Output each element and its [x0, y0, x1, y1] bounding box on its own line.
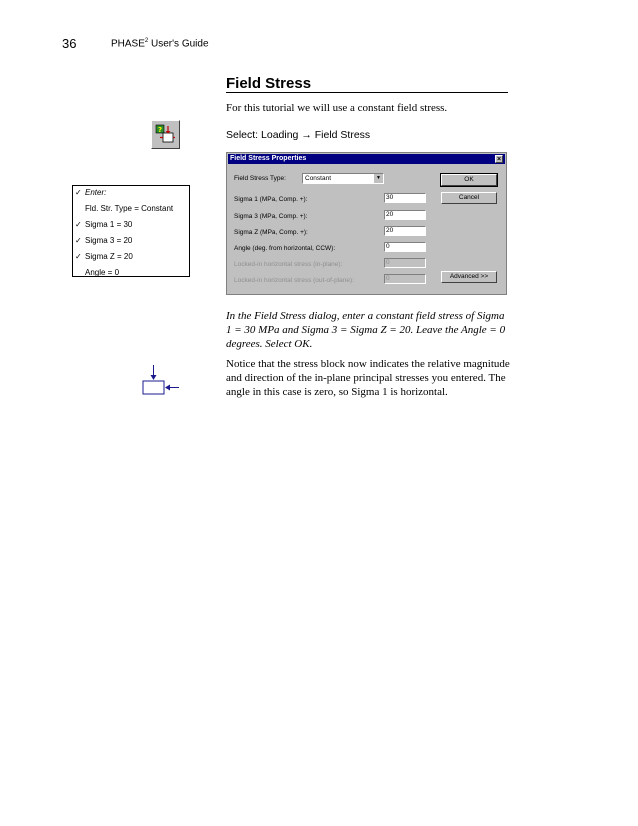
field-stress-type-value: Constant — [305, 175, 332, 182]
checklist-item — [75, 236, 132, 245]
svg-text:?: ? — [158, 126, 163, 134]
close-icon[interactable]: × — [496, 156, 502, 163]
guide-name: PHASE — [111, 38, 145, 50]
sigma1-field[interactable]: 30 — [384, 193, 426, 203]
sigma3-field[interactable]: 20 — [384, 210, 426, 220]
checklist-item — [75, 252, 133, 261]
locked-out-of-plane-label: Locked-in horizontal stress (out-of-plane): — [234, 277, 354, 284]
select-suffix: Field Stress — [311, 129, 371, 141]
sigmaz-label: Sigma Z (MPa, Comp. +): — [234, 229, 308, 236]
field-stress-toolbar-icon[interactable] — [151, 120, 180, 149]
checklist-item — [75, 188, 106, 197]
locked-in-plane-label: Locked-in horizontal stress (in-plane): — [234, 261, 343, 268]
chevron-down-icon[interactable]: ▼ — [374, 174, 383, 183]
notice-paragraph: Notice that the stress block now indicates the relative magnitude and direction of the in-plane principal stresses you entered. The angle in this case is zero, so Sigma 1 is horizontal. — [226, 358, 510, 398]
sigmaz-field[interactable]: 20 — [384, 226, 426, 236]
select-instruction — [226, 129, 370, 141]
intro-text: For this tutorial we will use a constant field stress. — [226, 102, 448, 114]
check-icon: ✓ — [75, 188, 82, 197]
locked-in-plane-field: 0 — [384, 258, 426, 268]
dialog-title: Field Stress Properties — [230, 155, 307, 162]
checklist-text: Sigma 3 = 20 — [85, 236, 133, 245]
checklist-text: Sigma Z = 20 — [85, 252, 133, 261]
guide-superscript: 2 — [144, 38, 149, 44]
section-title: Field Stress — [226, 75, 312, 92]
checklist-item — [75, 268, 119, 277]
checklist-text: Fld. Str. Type = Constant — [85, 204, 174, 213]
dialog-titlebar — [228, 154, 505, 164]
checklist-item — [75, 204, 173, 213]
check-icon: ✓ — [75, 220, 82, 229]
advanced-button[interactable]: Advanced >> — [441, 271, 497, 283]
field-stress-type-select[interactable] — [302, 173, 384, 184]
running-title — [111, 38, 209, 49]
input-checklist — [72, 185, 190, 277]
checklist-text: Enter: — [85, 188, 107, 197]
page-number: 36 — [62, 36, 77, 51]
sigma1-label: Sigma 1 (MPa, Comp. +): — [234, 196, 308, 203]
checklist-item — [75, 220, 132, 229]
instruction-paragraph: In the Field Stress dialog, enter a constant field stress of Sigma 1 = 30 MPa and Sigma 3 = Sigma Z = 20. Leave the Angle = 0 degrees. Select OK. — [226, 310, 506, 350]
checklist-text: Sigma 1 = 30 — [85, 220, 133, 229]
select-arrow: → — [301, 129, 312, 141]
angle-field[interactable]: 0 — [384, 242, 426, 252]
cancel-button[interactable]: Cancel — [441, 192, 497, 204]
ok-button[interactable]: OK — [441, 174, 497, 186]
guide-suffix: User's Guide — [148, 38, 209, 50]
section-divider — [226, 92, 508, 93]
locked-out-of-plane-field: 0 — [384, 274, 426, 284]
checklist-text: Angle = 0 — [85, 268, 120, 277]
field-stress-properties-dialog — [226, 152, 507, 295]
check-icon: ✓ — [75, 236, 82, 245]
check-icon: ✓ — [75, 252, 82, 261]
field-stress-type-label: Field Stress Type: — [234, 175, 286, 182]
angle-label: Angle (deg. from horizontal, CCW): — [234, 245, 336, 252]
select-prefix: Select: Loading — [226, 129, 302, 141]
sigma3-label: Sigma 3 (MPa, Comp. +): — [234, 213, 308, 220]
stress-block-icon — [140, 364, 180, 396]
